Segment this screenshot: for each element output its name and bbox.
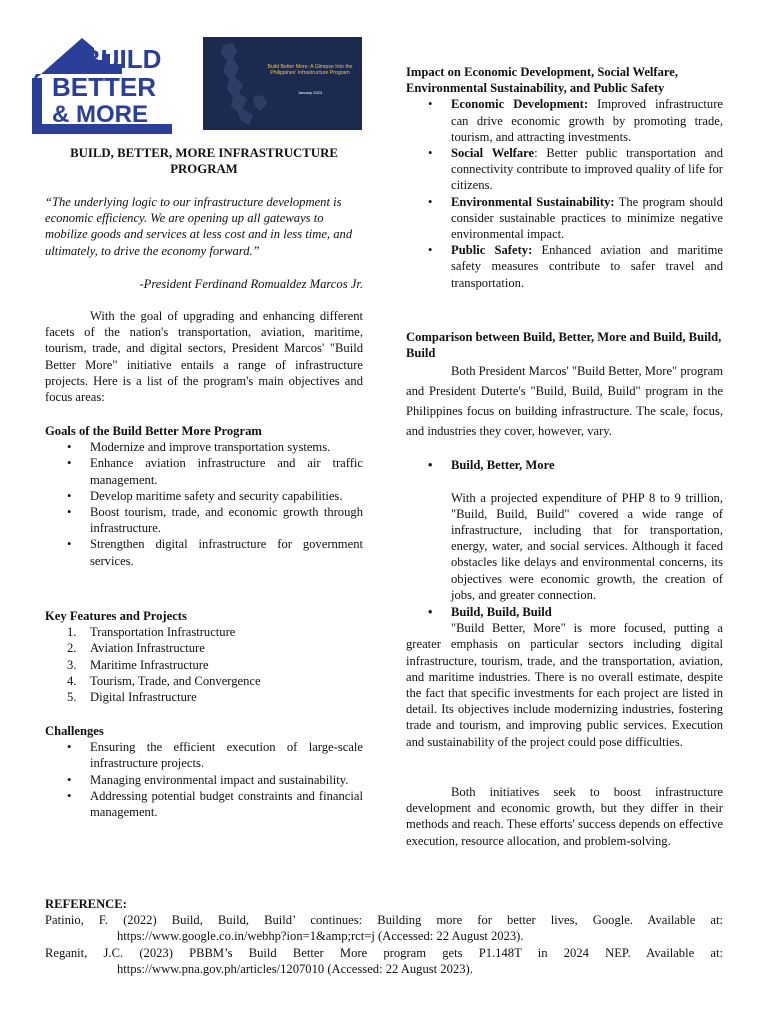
conclusion-section	[406, 784, 723, 849]
list-text: Aviation Infrastructure	[90, 641, 205, 656]
list-item: • Develop maritime safety and security capabilities.	[90, 488, 363, 504]
list-item	[451, 242, 723, 291]
item-label: Economic Development:	[451, 97, 589, 112]
bbm-heading: • Build, Better, More	[451, 457, 723, 473]
house-logo-icon	[30, 34, 180, 134]
list-number: 1.	[67, 625, 77, 640]
reference-item: Patinio, F. (2022) Build, Build, Build’ continues: Building more for better lives, Google. Available at: https://www.google.co.in/webhp?ion=1&amp;rct=j (Accessed: 22 August 2023).	[45, 913, 723, 944]
item-label: Public Safety:	[451, 243, 533, 258]
list-item	[451, 96, 723, 145]
comparison-section	[406, 329, 723, 441]
list-text: Maritime Infrastructure	[90, 657, 209, 672]
list-item: • Modernize and improve transportation systems.	[90, 439, 363, 455]
bbb-heading-list	[406, 604, 723, 620]
intro-paragraph: With the goal of upgrading and enhancing different facets of the nation's transportation, aviation, maritime, tourism, trade, and digital sectors, President Marcos' "Build Better More" initiative entails a range of infrastructure projects. Here is a list of the program's main objectives and focus areas:	[45, 309, 363, 405]
goals-list	[45, 439, 363, 569]
references-heading: REFERENCE:	[45, 897, 127, 911]
bbb-section	[406, 604, 723, 750]
program-banner-image	[203, 37, 362, 130]
banner-date: January 2023	[297, 90, 323, 95]
list-item	[67, 689, 363, 705]
list-number: 3.	[67, 657, 77, 672]
page-title	[45, 145, 363, 177]
list-item: • Addressing potential budget constraints and financial management.	[90, 788, 363, 820]
bbm-text: With a projected expenditure of PHP 8 to 9 trillion, "Build, Build, Build" covered a wide range of infrastructure, including that for transportation, energy, water, and social services. Although it faced obstacles like delays and environmental concerns, its objectives were economic growth, the creation of jobs, and greater connection.	[451, 490, 723, 602]
features-section	[45, 608, 363, 705]
list-item	[67, 657, 363, 673]
build-better-more-logo	[30, 34, 180, 134]
list-text: Digital Infrastructure	[90, 690, 197, 705]
list-item	[67, 624, 363, 640]
challenges-list	[45, 739, 363, 820]
impact-section	[406, 64, 723, 291]
list-item	[451, 194, 723, 243]
list-number: 4.	[67, 673, 77, 688]
list-item: • Ensuring the efficient execution of large-scale infrastructure projects.	[90, 739, 363, 771]
list-item: • Strengthen digital infrastructure for government services.	[90, 536, 363, 568]
list-item: • Boost tourism, trade, and economic growth through infrastructure.	[90, 504, 363, 536]
item-label: Social Welfare	[451, 146, 535, 161]
challenges-heading: Challenges	[45, 724, 104, 738]
impact-list	[406, 96, 723, 290]
logo-line2: BETTER	[52, 72, 156, 102]
reference-item: Reganit, J.C. (2023) PBBM’s Build Better More program gets P1.148T in 2024 NEP. Available at: https://www.pna.gov.ph/articles/1207010 (Accessed: 22 August 2023).	[45, 945, 723, 976]
philippines-map-icon	[203, 37, 362, 130]
list-item	[451, 145, 723, 194]
item-text: Enhanced aviation and maritime safety measures contribute to safer travel and transportation.	[451, 243, 723, 290]
title-line1: BUILD, BETTER, MORE INFRASTRUCTURE	[70, 146, 338, 160]
item-text: Improved infrastructure can drive economic growth by promoting trade, tourism, and attracting investments.	[451, 97, 723, 144]
list-text: Transportation Infrastructure	[90, 625, 236, 640]
references-section	[45, 896, 723, 977]
item-label: Environmental Sustainability:	[451, 194, 615, 209]
goals-section	[45, 423, 363, 569]
list-number: 5.	[67, 690, 77, 705]
list-item	[67, 673, 363, 689]
impact-heading: Impact on Economic Development, Social Welfare, Environmental Sustainability, and Public Safety	[406, 65, 679, 96]
title-line2: PROGRAM	[170, 162, 238, 176]
goals-heading: Goals of the Build Better More Program	[45, 424, 262, 438]
logo-line1: BUILD	[82, 44, 162, 74]
item-text: : Better public transportation and connectivity contribute to improved quality of life for citizens.	[451, 146, 723, 193]
features-list	[45, 624, 363, 705]
bbb-text: "Build Better, More" is more focused, putting a greater emphasis on particular sectors including digital infrastructure, tourism, trade, and the transportation, aviation, and maritime industries. There is no overall estimate, despite the fact that specific investments for each project are listed in detail. Its objectives include modernizing industries, fostering trade and tourism, and improving public services. Execution and sustainability of the project could pose difficulties.	[406, 621, 723, 749]
quote-text: “The underlying logic to our infrastructure development is economic efficiency. We are opening up all gateways to mobilize goods and services at less cost and in less time, and ultimately, to drive the economy forward.”	[45, 195, 353, 258]
quote-attribution: -President Ferdinand Romualdez Marcos Jr.	[139, 277, 363, 291]
challenges-section	[45, 723, 363, 820]
banner-title: Build Better More: A Glimpse Into the Philippines' Infrastructure Program	[267, 64, 353, 77]
list-item: • Managing environmental impact and sustainability.	[90, 772, 363, 788]
logo-line3: & MORE	[52, 101, 148, 128]
bbb-heading: • Build, Build, Build	[451, 604, 723, 620]
list-item: • Enhance aviation infrastructure and air traffic management.	[90, 455, 363, 487]
list-text: Tourism, Trade, and Convergence	[90, 673, 261, 688]
list-item	[67, 640, 363, 656]
features-heading: Key Features and Projects	[45, 609, 187, 623]
comparison-intro: Both President Marcos' "Build Better, More" program and President Duterte's "Build, Build, Build" program in the Philippines focus on building infrastructure. The scale, focus, and industries they cover, however, vary.	[406, 364, 723, 439]
bbm-heading-list	[406, 457, 723, 473]
item-text: The program should consider sustainable practices to minimize negative environmental impact.	[451, 194, 723, 242]
conclusion-text: Both initiatives seek to boost infrastructure development and economic growth, but they differ in their methods and reach. These efforts' success depends on effective execution, resource allocation, and problem-solving.	[406, 785, 723, 848]
bbm-section	[406, 457, 723, 603]
comparison-heading: Comparison between Build, Better, More and Build, Build, Build	[406, 330, 722, 361]
list-number: 2.	[67, 641, 77, 656]
